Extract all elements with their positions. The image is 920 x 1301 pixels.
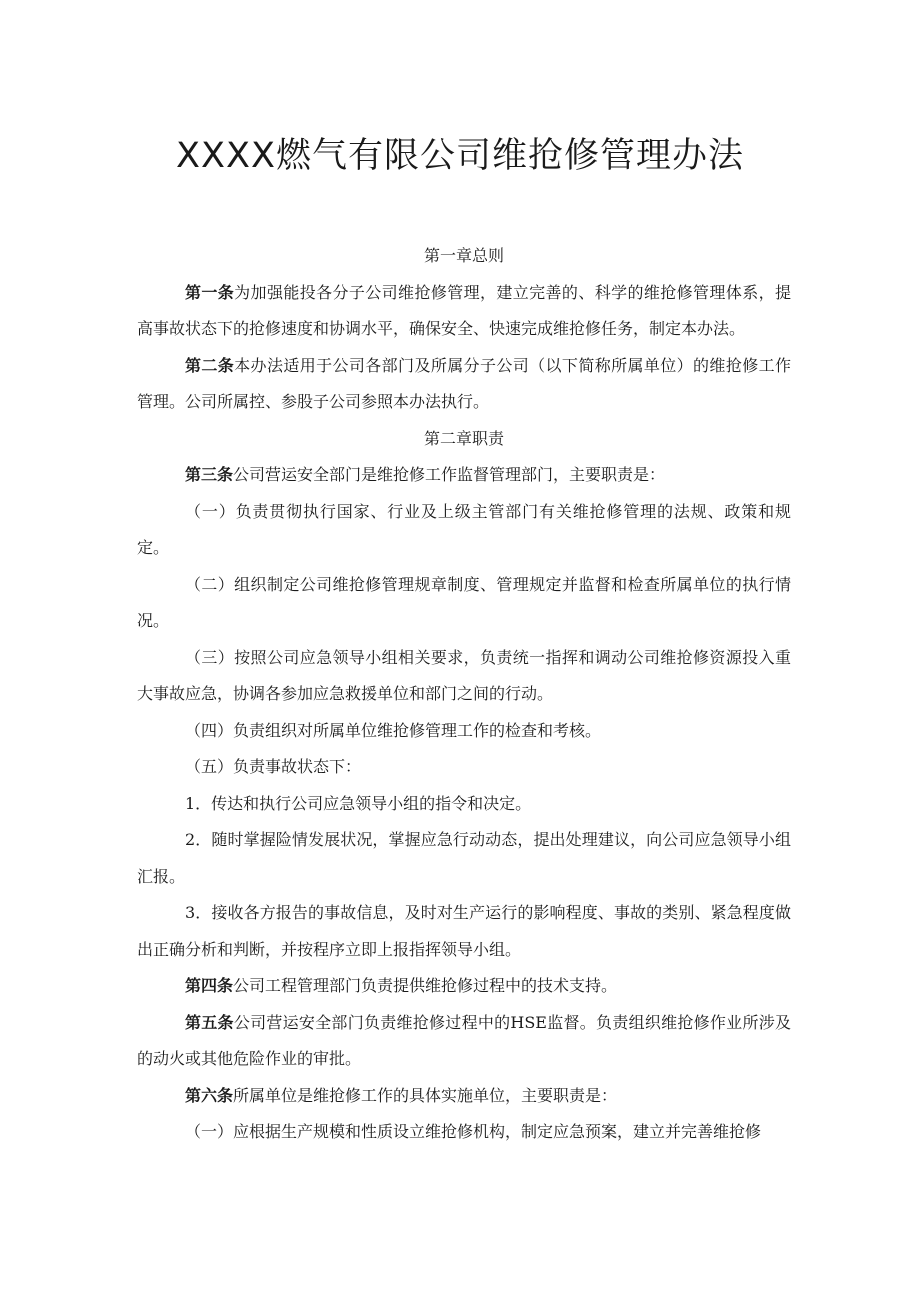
sub-item: 3．接收各方报告的事故信息，及时对生产运行的影响程度、事故的类别、紧急程度做出正确分析和判断，并按程序立即上报指挥领导小组。 (137, 903, 791, 959)
document-title: XXXX燃气有限公司维抢修管理办法 (176, 136, 744, 176)
article-label: 第六条 (185, 1085, 234, 1105)
chapter-heading: 第二章职责 (423, 428, 504, 448)
sub-item: 2．随时掌握险情发展状况，掌握应急行动动态，提出处理建议，向公司应急领导小组汇报。 (137, 830, 791, 886)
article-label: 第五条 (185, 1012, 234, 1032)
article-label: 第二条 (185, 355, 235, 375)
article (137, 457, 791, 494)
duty-item: （三）按照公司应急领导小组相关要求，负责统一指挥和调动公司维抢修资源投入重大事故应急，协调各参加应急救援单位和部门之间的行动。 (137, 647, 791, 703)
article-text: 公司工程管理部门负责提供维抢修过程中的技术支持。 (233, 976, 618, 995)
article-label: 第一条 (185, 282, 235, 302)
article (137, 968, 791, 1005)
article-text: 为加强能投各分子公司维抢修管理，建立完善的、科学的维抢修管理体系，提高事故状态下的抢修速度和协调水平，确保安全、快速完成维抢修任务，制定本办法。 (137, 282, 791, 338)
article (137, 1005, 791, 1078)
duty-item: （一）负责贯彻执行国家、行业及上级主管部门有关维抢修管理的法规、政策和规定。 (137, 501, 791, 557)
article-text: 所属单位是维抢修工作的具体实施单位，主要职责是： (233, 1085, 618, 1105)
article-text: 公司营运安全部门负责维抢修过程中的HSE监督。负责组织维抢修作业所涉及的动火或其他危险作业的审批。 (137, 1012, 791, 1068)
chapter-heading: 第一章总则 (423, 246, 504, 265)
sub-item: 1．传达和执行公司应急领导小组的指令和决定。 (185, 793, 532, 813)
duty-item: （二）组织制定公司维抢修管理规章制度、管理规定并监督和检查所属单位的执行情况。 (137, 574, 791, 630)
article-text: 公司营运安全部门是维抢修工作监督管理部门，主要职责是： (233, 465, 666, 484)
unit-duty-item: （一）应根据生产规模和性质设立维抢修机构，制定应急预案，建立并完善维抢修 (185, 1122, 762, 1141)
duty-item: （四）负责组织对所属单位维抢修管理工作的检查和考核。 (185, 720, 602, 740)
article-label: 第三条 (185, 465, 234, 484)
article-text: 本办法适用于公司各部门及所属分子公司（以下简称所属单位）的维抢修工作管理。公司所属控、参股子公司参照本办法执行。 (137, 355, 791, 411)
article-label: 第四条 (185, 976, 234, 995)
duty-item: （五）负责事故状态下： (185, 757, 362, 776)
article (137, 1078, 791, 1115)
document-body (137, 238, 791, 1151)
article (137, 275, 791, 348)
article (137, 348, 791, 421)
